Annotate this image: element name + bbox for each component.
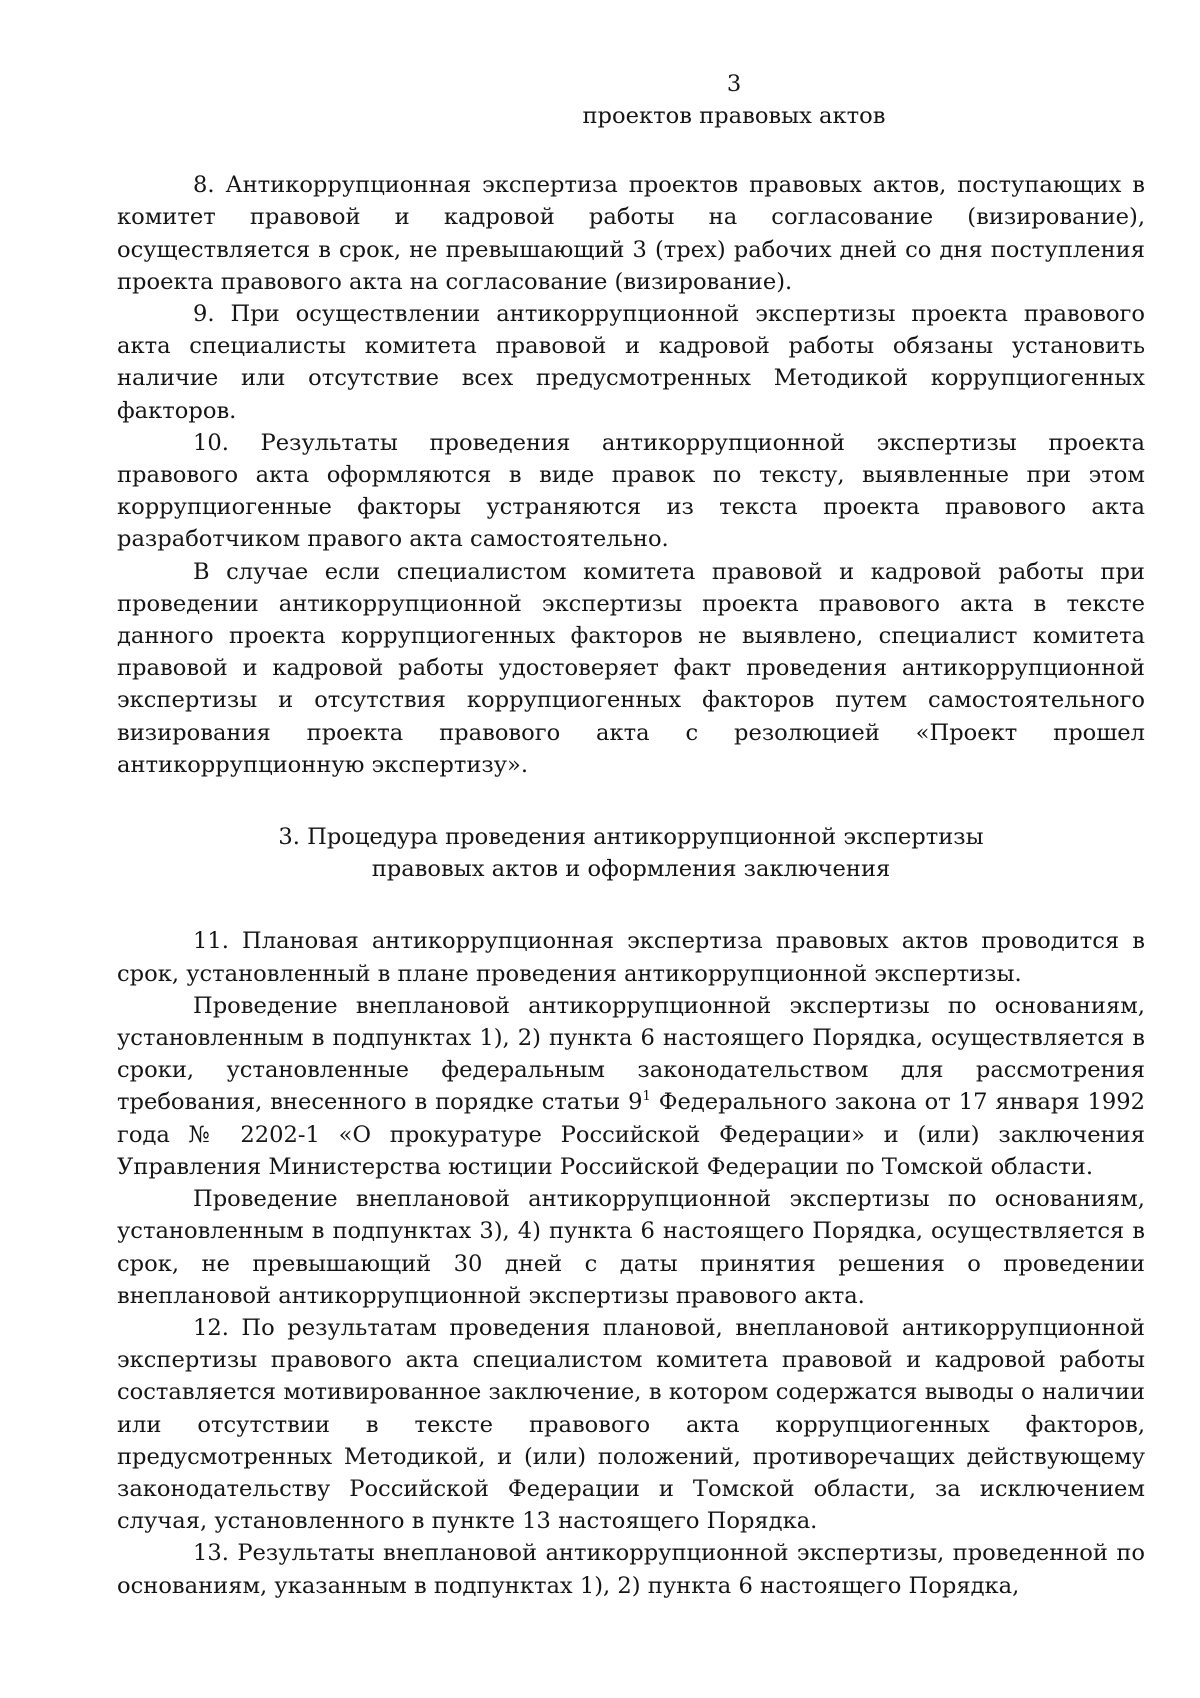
paragraph-8: 8. Антикоррупционная экспертиза проектов правовых актов, поступающих в комитет правовой и кадровой работы на согласование (визирование), осуществляется в срок, не превышающий 3 (трех) рабочих дней со дня поступления проекта правового акта на согласование (визирование). [117,172,1145,295]
paragraph-9: 9. При осуществлении антикоррупционной экспертизы проекта правового акта специалисты комитета правовой и кадровой работы обязаны установить наличие или отсутствие всех предусмотренных Методикой коррупциогенных факторов. [117,301,1145,424]
section-title-line-1: 3. Процедура проведения антикоррупционной экспертизы [278,824,984,851]
paragraph-10-case: В случае если специалистом комитета правовой и кадровой работы при проведении антикоррупционной экспертизы проекта правового акта в тексте данного проекта коррупциогенных факторов не выявлено, специалист комитета правовой и кадровой работы удостоверяет факт проведения антикоррупционной экспертизы и отсутствия коррупциогенных факторов путем самостоятельного визирования проекта правового акта с резолюцией «Проект прошел антикоррупционную экспертизу». [117,558,1145,778]
document-page [117,68,1145,1602]
paragraph-13: 13. Результаты внеплановой антикоррупционной экспертизы, проведенной по основаниям, указанным в подпунктах 1), 2) пункта 6 настоящего Порядка, [117,1540,1145,1599]
unplanned-text-after: Федерального закона от 17 января 1992 года № 2202-1 «О прокуратуре Российской Федерации» и (или) заключения Управления Министерства юстиции Российской Федерации по Томской области. [117,1089,1145,1180]
paragraph-11-unplanned [117,990,1145,1183]
paragraph-11: 11. Плановая антикоррупционная экспертиза правовых актов проводится в срок, установленный в плане проведения антикоррупционной экспертизы. [117,928,1145,987]
section-title [117,821,1145,885]
article-superscript: 1 [642,1089,651,1105]
unplanned-text-before: Проведение внеплановой антикоррупционной экспертизы по основаниям, установленным в подпунктах 1), 2) пункта 6 настоящего Порядка, осуществляется в сроки, установленные федеральным законодательством для рассмотрения требования, внесенного в порядке статьи 9 [117,992,1145,1116]
paragraph-11-unplanned-2: Проведение внеплановой антикоррупционной экспертизы по основаниям, установленным в подпунктах 3), 4) пункта 6 настоящего Порядка, осуществляется в срок, не превышающий 30 дней с даты принятия решения о проведении внеплановой антикоррупционной экспертизы правового акта. [117,1186,1145,1309]
running-head: проектов правовых актов [582,103,886,129]
paragraph-10: 10. Результаты проведения антикоррупционной экспертизы проекта правового акта оформляются в виде правок по тексту, выявленные при этом коррупциогенные факторы устраняются из текста проекта правового акта разработчиком правого акта самостоятельно. [117,429,1145,553]
section-title-line-2: правовых актов и оформления заключения [371,856,891,883]
page-number: 3 [726,71,742,97]
paragraph-12: 12. По результатам проведения плановой, внеплановой антикоррупционной экспертизы правового акта специалистом комитета правовой и кадровой работы составляется мотивированное заключение, в котором содержатся выводы о наличии или отсутствии в тексте правового акта коррупциогенных факторов, предусмотренных Методикой, и (или) положений, противоречащих действующему законодательству Российской Федерации и Томской области, за исключением случая, установленного в пункте 13 настоящего Порядка. [117,1314,1145,1535]
